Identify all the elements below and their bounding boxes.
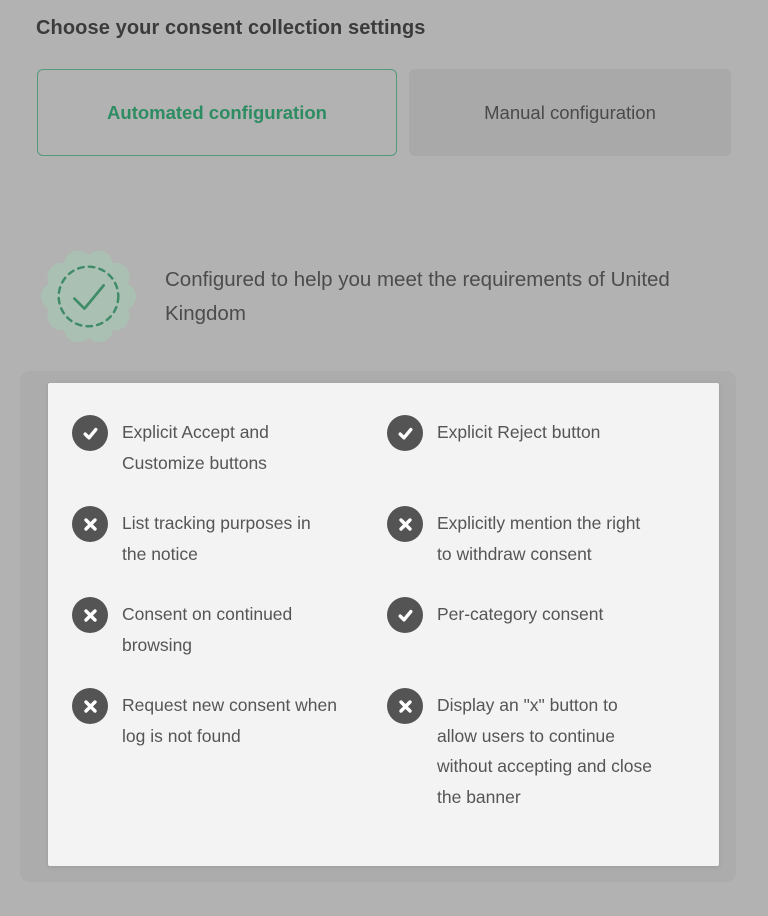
feature-label: Request new consent when log is not found [122,695,337,746]
feature-item [72,690,387,812]
feature-label: List tracking purposes in the notice [122,513,311,564]
check-icon [387,415,423,451]
feature-label: Consent on continued browsing [122,604,293,655]
requirements-panel [20,371,736,882]
status-message: Configured to help you meet the requirements of United Kingdom [165,267,670,325]
tab-manual-configuration[interactable]: Manual configuration [409,69,731,156]
check-icon [72,415,108,451]
requirements-card [48,383,719,866]
cross-icon [72,688,108,724]
cross-icon [72,506,108,542]
feature-label: Display an "x" button to allow users to continue without accepting and close the banner [437,695,652,807]
feature-item [387,690,699,812]
cross-icon [387,688,423,724]
feature-label: Explicit Accept and Customize buttons [122,422,269,473]
badge-check-icon [40,248,137,345]
feature-item [72,417,387,478]
features-grid [72,417,699,812]
feature-item [387,599,699,660]
feature-label: Explicitly mention the right to withdraw consent [437,513,641,564]
feature-item [72,508,387,569]
page-title: Choose your consent collection settings [36,17,426,39]
configuration-tabs [37,69,731,156]
feature-label: Explicit Reject button [437,422,601,442]
feature-item [387,417,699,478]
cross-icon [72,597,108,633]
configured-status [40,248,695,345]
check-icon [387,597,423,633]
feature-item [387,508,699,569]
tab-automated-configuration[interactable]: Automated configuration [37,69,397,156]
feature-label: Per-category consent [437,604,604,624]
feature-item [72,599,387,660]
cross-icon [387,506,423,542]
